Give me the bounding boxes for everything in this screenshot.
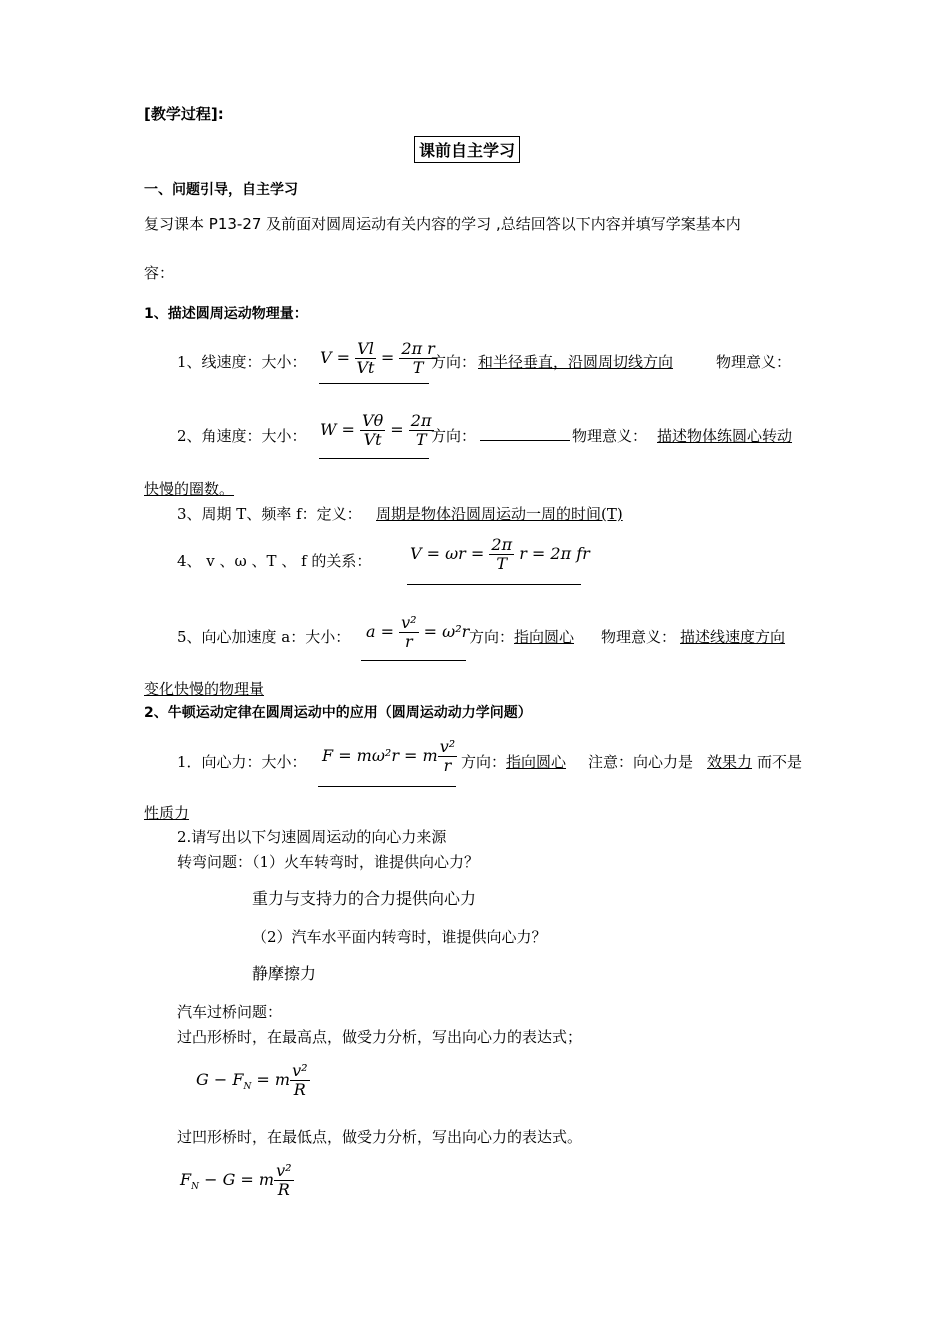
p2-item1-dir-answer: 指向圆心: [506, 753, 567, 771]
item3-label: 3、周期 T、频率 f：定义：: [177, 505, 362, 523]
item5-formula-underline: [361, 660, 466, 661]
turn-question-1: 转弯问题：（1）火车转弯时，谁提供向心力？: [177, 853, 480, 871]
bridge-formula-1: $G - F_N = m$ $\frac{\text{v²}}{R}$: [196, 1061, 308, 1099]
p2-item1-note-answer: 效果力: [707, 753, 753, 771]
turn-answer-1: 重力与支持力的合力提供向心力: [252, 889, 477, 908]
item1-label: 1、线速度：大小：: [177, 353, 307, 371]
item2-formula-underline: [319, 458, 429, 459]
item4-label: 4、 v 、ω 、T 、 f 的关系：: [177, 552, 372, 570]
item5-formula: a = $\frac{\text{v²}}{r}$ = ω²r: [366, 613, 470, 651]
item5-dir-label: 方向：: [469, 628, 515, 646]
item1-meaning-label: 物理意义：: [716, 353, 792, 371]
item1-formula: V = $\frac{Vl}{Vt}$ = $\frac{\text{2π r}}{T}$: [320, 339, 435, 377]
item2-meaning-answer-1: 描述物体练圆心转动: [657, 427, 793, 445]
bridge-title: 汽车过桥问题：: [177, 1003, 283, 1021]
item1-dir-answer: 和半径垂直，沿圆周切线方向: [478, 353, 674, 371]
item2-meaning-label: 物理意义：: [572, 427, 648, 445]
item2-label: 2、角速度：大小：: [177, 427, 307, 445]
p2-item1-dir-label: 方向：: [461, 753, 507, 771]
p2-item1-label: 1．向心力：大小：: [177, 753, 307, 771]
item4-formula-underline: [407, 584, 581, 585]
p2-item1-note-tail: 而不是: [757, 753, 803, 771]
part1-title: 1、描述圆周运动物理量：: [144, 306, 308, 322]
item5-label: 5、向心加速度 a：大小：: [177, 628, 351, 646]
p2-item2-label: 2.请写出以下匀速圆周运动的向心力来源: [177, 828, 447, 846]
item2-dir-label: 方向：: [431, 427, 477, 445]
item5-meaning-answer-1: 描述线速度方向: [680, 628, 786, 646]
item2-formula: W = $\frac{V\theta}{Vt}$ = $\frac{2\pi}{T}$: [320, 411, 432, 449]
bridge-question-2: 过凹形桥时，在最低点，做受力分析，写出向心力的表达式。: [177, 1128, 583, 1146]
boxed-title: 课前自主学习: [414, 136, 520, 163]
item2-meaning-answer-2: 快慢的圈数。: [144, 480, 235, 498]
p2-item1-formula: F = mω²r = m $\frac{\text{v²}}{r}$: [322, 737, 456, 775]
p2-item1-note-label: 注意：向心力是: [588, 753, 694, 771]
section1-intro-line2: 容：: [144, 264, 175, 282]
bridge-question-1: 过凸形桥时，在最高点，做受力分析，写出向心力的表达式；: [177, 1028, 583, 1046]
section1-intro-line1: 复习课本 P13-27 及前面对圆周运动有关内容的学习 ,总结回答以下内容并填写学案基本内: [144, 215, 741, 233]
p2-item1-note-answer-2: 性质力: [144, 804, 190, 822]
item2-dir-blank: [480, 440, 570, 441]
p2-item1-formula-underline: [318, 786, 456, 787]
part2-title: 2、牛顿运动定律在圆周运动中的应用（圆周运动动力学问题）: [144, 705, 532, 721]
item5-meaning-answer-2: 变化快慢的物理量: [144, 680, 265, 698]
item1-dir-label: 方向：: [431, 353, 477, 371]
bridge-formula-2: $F_N - G = m$ $\frac{\text{v²}}{R}$: [180, 1161, 292, 1199]
item3-answer: 周期是物体沿圆周运动一周的时间(T): [376, 505, 623, 523]
item5-meaning-label: 物理意义：: [601, 628, 677, 646]
item1-formula-underline: [319, 383, 429, 384]
turn-answer-2: 静摩擦力: [252, 964, 317, 983]
page-heading: [教学过程]:: [144, 105, 224, 123]
item5-dir-answer: 指向圆心: [514, 628, 575, 646]
section1-title: 一、问题引导，自主学习: [144, 182, 298, 198]
turn-question-2: （2）汽车水平面内转弯时，谁提供向心力？: [252, 928, 547, 946]
item4-formula: V = ωr = $\frac{2\pi}{T}$ r = 2π fr: [410, 535, 590, 573]
